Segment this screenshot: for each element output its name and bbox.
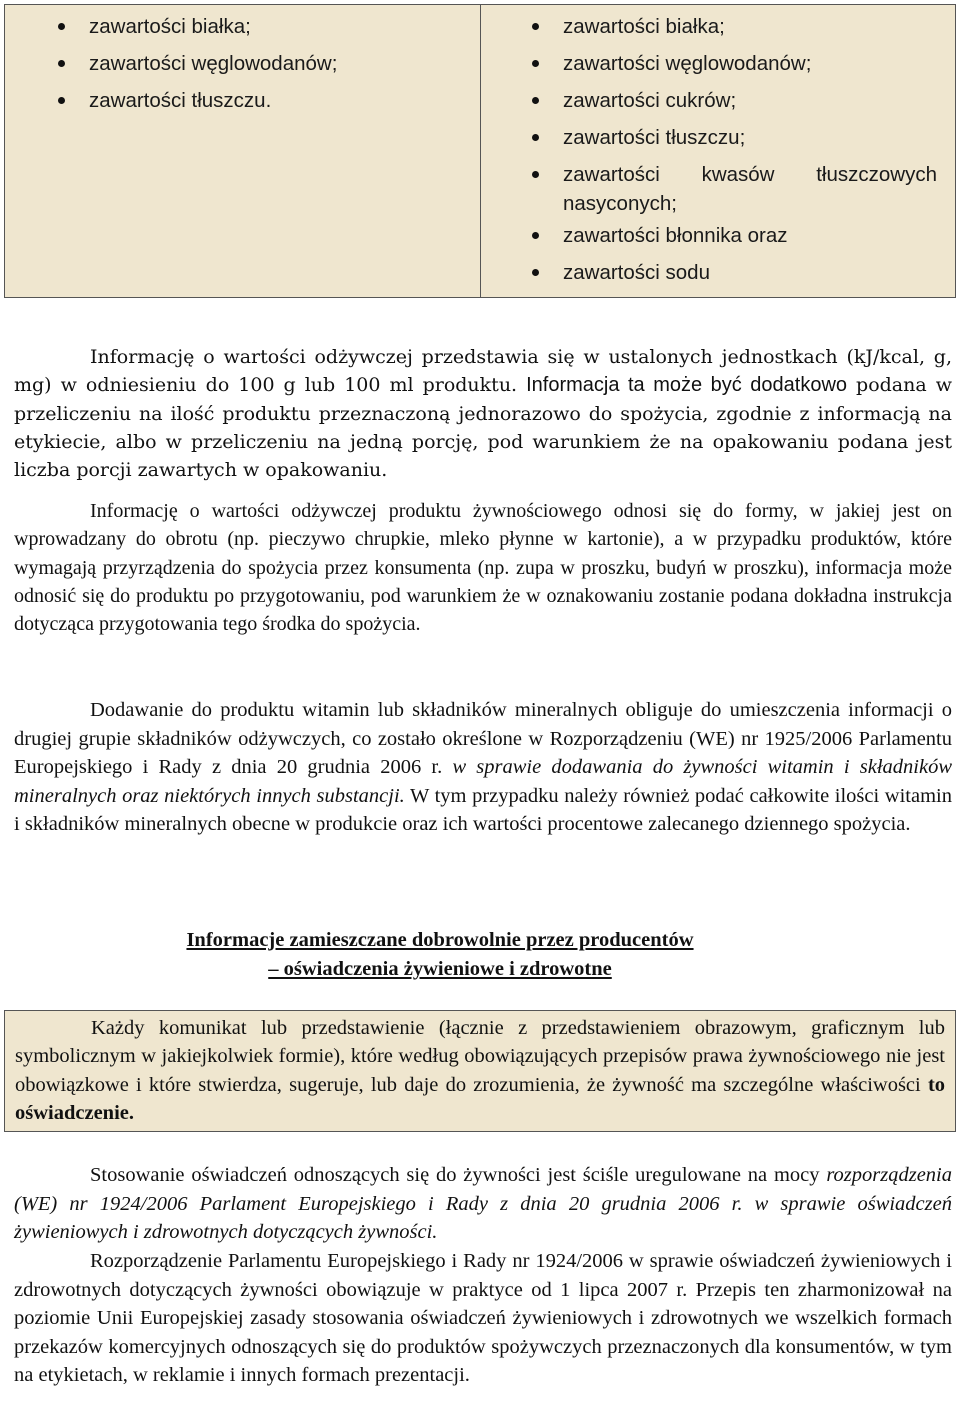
bullet-icon (58, 97, 65, 104)
vitamin-paragraph: Dodawanie do produktu witamin lub składników mineralnych obliguje do umieszczenia informacji o drugiej grupie składników odżywczych, co zostało określone w Rozporządzeniu (WE) nr 1925/2006 Parlamentu Europejskiego i Rady z dnia 20 grudnia 2006 r. w sprawie dodawania do żywności witamin i składników mineralnych oraz niektórych innych substancji. W tym przypadku należy również podać całkowite ilości witamin i składników mineralnych obecne w produkcie oraz ich wartości procentowe zalecanego dziennego spożycia. (14, 699, 953, 836)
bullet-icon (532, 134, 539, 141)
bullet-icon (532, 60, 539, 67)
list-item: zawartości błonnika oraz (563, 221, 937, 250)
list-item: zawartości sodu (563, 258, 937, 287)
list-item: zawartości węglowodanów; (563, 49, 937, 78)
extended-nutrients-column (481, 5, 955, 297)
basic-nutrients-column (5, 5, 481, 297)
list-item: zawartości węglowodanów; (89, 49, 480, 78)
bullet-icon (58, 23, 65, 30)
list-item: zawartości kwasów tłuszczowych nasyconych; (563, 160, 937, 218)
bullet-icon (532, 171, 539, 178)
regulation-effect-paragraph: Rozporządzenie Parlamentu Europejskiego i Rady nr 1924/2006 w sprawie oświadczeń żywieniowych i zdrowotnych dotyczących żywności obowiązuje w praktyce od 1 lipca 2007 r. Przepis ten zharmonizował na poziomie Unii Europejskiej zasady stosowania oświadczeń żywieniowych i zdrowotnych we wszelkich formach przekazów komercyjnych odnoszących się do produktów spożywczych przeznaczonych dla konsumentów, w tym na etykietach, w reklamie i innych formach prezentacji. (14, 1250, 952, 1387)
list-item: zawartości białka; (89, 12, 480, 41)
bullet-icon (532, 97, 539, 104)
claim-definition-text: Każdy komunikat lub przedstawienie (łącznie z przedstawieniem obrazowym, graficznym lub symbolicznym w jakiejkolwiek formie), które według obowiązujących przepisów prawa żywnościowego nie jest obowiązkowe i które stwierdza, sugeruje, lub daje do zrozumienia, że żywność ma szczególne właściwości to oświadczenie. (15, 1017, 946, 1124)
nutrition-info-paragraph: Informację o wartości odżywczej przedstawia się w ustalonych jednostkach (kJ/kcal, g, mg) w odniesieniu do 100 g lub 100 ml produktu. Informacja ta może być dodatkowo podana w przeliczeniu na ilość produktu przeznaczoną jednorazowo do spożycia, zgodnie z informacją na etykiecie, albo w przeliczeniu na jedną porcję, pod warunkiem że na opakowaniu podana jest liczba porcji zawartych w opakowaniu. (14, 346, 952, 482)
list-item: zawartości tłuszczu. (89, 86, 480, 115)
nutrient-comparison-table (4, 4, 956, 298)
list-item: zawartości cukrów; (563, 86, 937, 115)
claim-definition-box (4, 1010, 956, 1132)
basic-nutrients-list (5, 5, 480, 115)
bullet-icon (532, 232, 539, 239)
extended-nutrients-list (481, 5, 955, 287)
bullet-icon (532, 269, 539, 276)
bullet-icon (532, 23, 539, 30)
product-form-paragraph: Informację o wartości odżywczej produktu żywnościowego odnosi się do formy, w jakiej jest on wprowadzany do obrotu (np. pieczywo chrupkie, mleko płynne w kartonie), a w przypadku produktów, które wymagają przyrządzenia do spożycia przez konsumenta (np. zupa w proszku, budyń w proszku), informacja może odnosić się do produktu po przygotowaniu, pod warunkiem że w oznakowaniu zostanie podana dokładna instrukcja dotycząca przygotowania tego środka do spożycia. (14, 500, 952, 636)
regulation-paragraph: Stosowanie oświadczeń odnoszących się do żywności jest ściśle uregulowane na mocy rozporządzenia (WE) nr 1924/2006 Parlament Europejskiego i Rady z dnia 20 grudnia 2006 r. w sprawie oświadczeń żywieniowych i zdrowotnych dotyczących żywności. (14, 1164, 953, 1244)
list-item: zawartości tłuszczu; (563, 123, 937, 152)
section-heading: Informacje zamieszczane dobrowolnie przez producentów (186, 929, 694, 951)
section-subheading: – oświadczenia żywieniowe i zdrowotne (268, 958, 612, 980)
list-item: zawartości białka; (563, 12, 937, 41)
bullet-icon (58, 60, 65, 67)
